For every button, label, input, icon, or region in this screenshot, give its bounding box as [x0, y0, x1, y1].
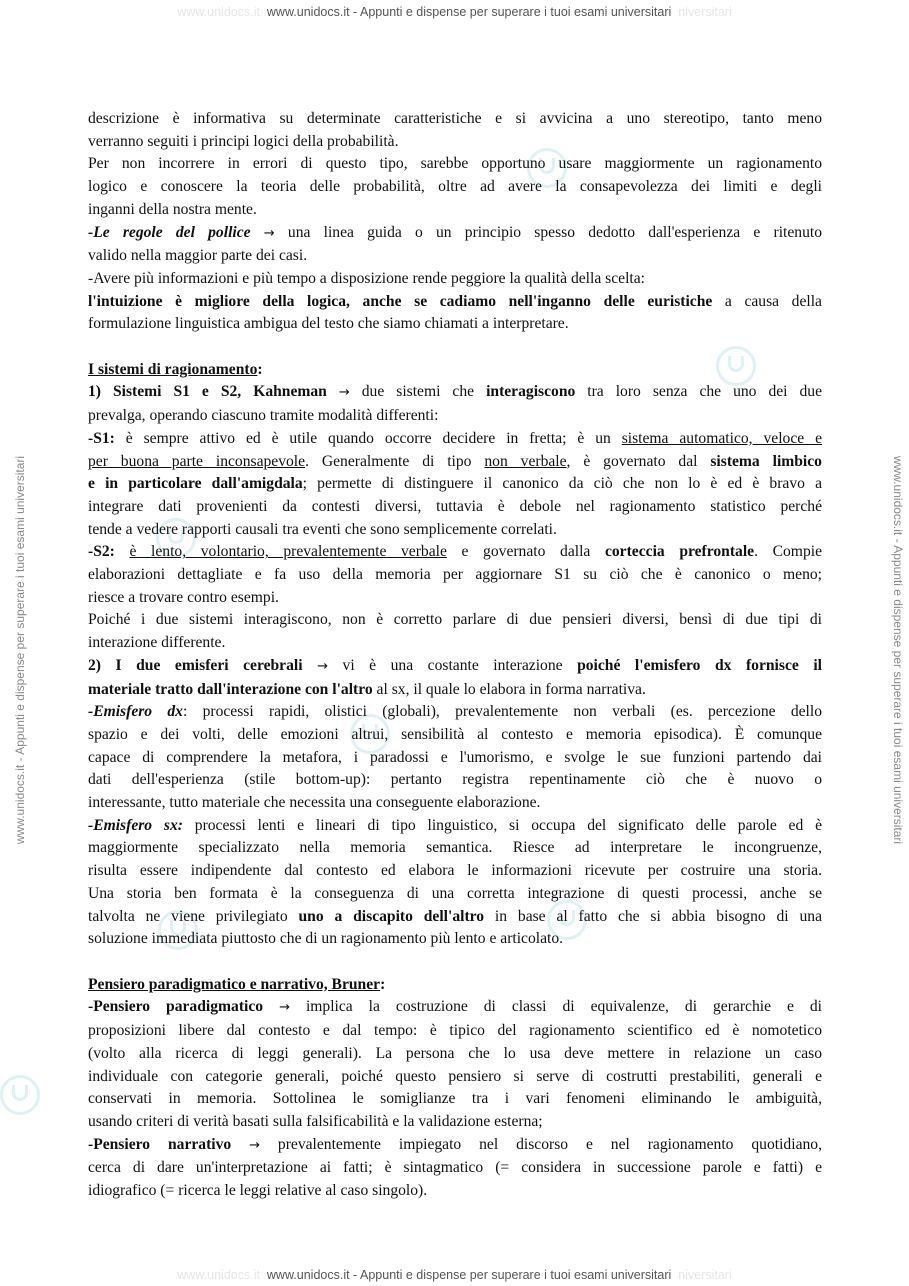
text-line: soluzione immediata piuttosto che di un ragionamento più lento e articolato.: [88, 930, 564, 948]
text-line: individuale con categorie generali, poiché questo pensiero si serve di costrutti prestabiliti, generali e: [88, 1067, 822, 1085]
rule-of-thumb-line: -Le regole del pollice → una linea guida o un principio spesso dedotto dall'esperienza e ritenuto: [88, 223, 823, 241]
text-line: risulta essere indipendente dal contesto ed elabora le informazioni ricevute per costruire una storia.: [88, 862, 822, 880]
right-side-watermark: www.unidocs.it - Appunti e dispense per superare i tuoi esami universitari: [891, 455, 905, 845]
text-line: e in particolare dall'amigdala; permette di distinguere il canonico da ciò che non lo è ed è bravo a: [88, 475, 822, 493]
text-line: maggiormente specializzato nella memoria semantica. Riesce ad interpretare le incongruenze,: [88, 839, 822, 857]
right-arrow-icon: →: [279, 1000, 290, 1016]
text-line: -Avere più informazioni e più tempo a disposizione rende peggiore la qualità della scelta:: [88, 269, 645, 287]
rule-term: -Le regole del pollice: [88, 223, 251, 241]
header-watermark: www.unidocs.it www.unidocs.it - Appunti e dispense per superare i tuoi esami universitari niversitari: [177, 5, 732, 19]
text-line: -S1: è sempre attivo ed è utile quando occorre decidere in fretta; è un sistema automatico, veloce e: [88, 429, 822, 447]
document-body: [88, 108, 822, 1203]
text-line: (volto alla ricerca di leggi generali). La persona che lo usa deve mettere in relazione un caso: [88, 1044, 822, 1062]
text-line: -Emisfero sx: processi lenti e lineari di tipo linguistico, si occupa del significato delle parole ed è: [88, 816, 822, 834]
text-line: interessante, tutto materiale che necessita una conseguente elaborazione.: [88, 794, 541, 812]
text-line: inganni della nostra mente.: [88, 200, 257, 218]
text-line: verranno seguiti i principi logici della probabilità.: [88, 132, 399, 150]
section-heading-bruner: Pensiero paradigmatico e narrativo, Bruner:: [88, 975, 386, 993]
text-line: integrare dati provenienti da contesti diversi, tuttavia è debole nel ragionamento statistico perché: [88, 497, 822, 515]
right-arrow-icon: →: [263, 225, 275, 241]
text-line: -Emisfero dx: processi rapidi, olistici (globali), prevalentemente non verbali (es. percezione dello: [88, 703, 822, 721]
text-line: cerca di dare un'interpretazione ai fatti; è sintagmatico (= considera in successione parole e fatti) e: [88, 1159, 822, 1177]
right-arrow-icon: →: [317, 658, 328, 674]
text-line: spazio e dei volti, delle emozioni altrui, sensibilità al contesto e memoria episodica). È comunque: [88, 725, 822, 743]
text-line: logico e conoscere la teoria delle probabilità, oltre ad avere la consapevolezza dei limiti e degli: [88, 178, 822, 196]
text-line: proposizioni libere dal contesto e dal tempo: è tipico del ragionamento scientifico ed è nomotetico: [88, 1022, 822, 1040]
text-line: formulazione linguistica ambigua del testo che siamo chiamati a interpretare.: [88, 315, 569, 333]
text-line: Una storia ben formata è la conseguenza di una corretta integrazione di questi processi, anche se: [88, 884, 822, 902]
text-line: riesce a trovare contro esempi.: [88, 588, 279, 606]
text-line: -Pensiero paradigmatico → implica la costruzione di classi di equivalenze, di gerarchie e di: [88, 998, 823, 1016]
text-line: per buona parte inconsapevole. Generalmente di tipo non verbale, è governato dal sistema limbico: [88, 452, 822, 470]
text-line: l'intuizione è migliore della logica, anche se cadiamo nell'inganno delle euristiche a causa della: [88, 292, 822, 310]
unidocs-logo-icon: [0, 1075, 40, 1115]
text-line: idiografico (= ricerca le leggi relative al caso singolo).: [88, 1182, 428, 1200]
text-line: -Pensiero narrativo → prevalentemente impiegato nel discorso e nel ragionamento quotidiano,: [88, 1135, 822, 1153]
text-line: usando criteri di verità basati sulla falsificabilità e la validazione esterna;: [88, 1112, 543, 1130]
text-line: materiale tratto dall'interazione con l'altro al sx, il quale lo elabora in forma narrativa.: [88, 680, 646, 698]
text-line: capace di comprendere la metafora, i paradossi e l'umorismo, e svolge le sue funzioni partendo dai: [88, 748, 822, 766]
left-side-watermark: www.unidocs.it - Appunti e dispense per superare i tuoi esami universitari: [13, 455, 27, 845]
right-arrow-icon: →: [338, 385, 350, 401]
text-line: -S2: è lento, volontario, prevalentemente verbale e governato dalla corteccia prefrontale. Compie: [88, 543, 822, 561]
text-line: Per non incorrere in errori di questo tipo, sarebbe opportuno usare maggiormente un ragionamento: [88, 155, 822, 173]
text-line: prevalga, operando ciascuno tramite modalità differenti:: [88, 407, 439, 425]
text-line: dati dell'esperienza (stile bottom-up): pertanto registra repentinamente ciò che è nuovo o: [88, 771, 822, 789]
text-line: descrizione è informativa su determinate caratteristiche e si avvicina a uno stereotipo, tanto meno: [88, 110, 822, 127]
text-line: conservati in memoria. Sottolinea le somiglianze tra i vari fenomeni eliminando le ambiguità,: [88, 1090, 822, 1108]
text-line: elaborazioni dettagliate e fa uso della memoria per aggiornare S1 su ciò che è canonico o meno;: [88, 566, 822, 584]
text-line: 1) Sistemi S1 e S2, Kahneman → due sistemi che interagiscono tra loro senza che uno dei due: [88, 383, 823, 401]
footer-watermark: www.unidocs.it www.unidocs.it - Appunti e dispense per superare i tuoi esami universitari niversitari: [177, 1268, 732, 1282]
text-line: interazione differente.: [88, 634, 226, 652]
text-line: talvolta ne viene privilegiato uno a discapito dell'altro in base al fatto che si abbia bisogno di una: [88, 907, 822, 925]
section-heading-sistemi: I sistemi di ragionamento:: [88, 360, 263, 378]
text-line: tende a vedere rapporti causali tra eventi che sono semplicemente correlati.: [88, 520, 557, 538]
text-line: 2) I due emisferi cerebrali → vi è una costante interazione poiché l'emisfero dx fornisce il: [88, 656, 822, 674]
text-line: valido nella maggior parte dei casi.: [88, 247, 308, 265]
text-line: Poiché i due sistemi interagiscono, non è corretto parlare di due pensieri diversi, bensì di due tipi di: [88, 611, 822, 629]
right-arrow-icon: →: [249, 1137, 261, 1153]
